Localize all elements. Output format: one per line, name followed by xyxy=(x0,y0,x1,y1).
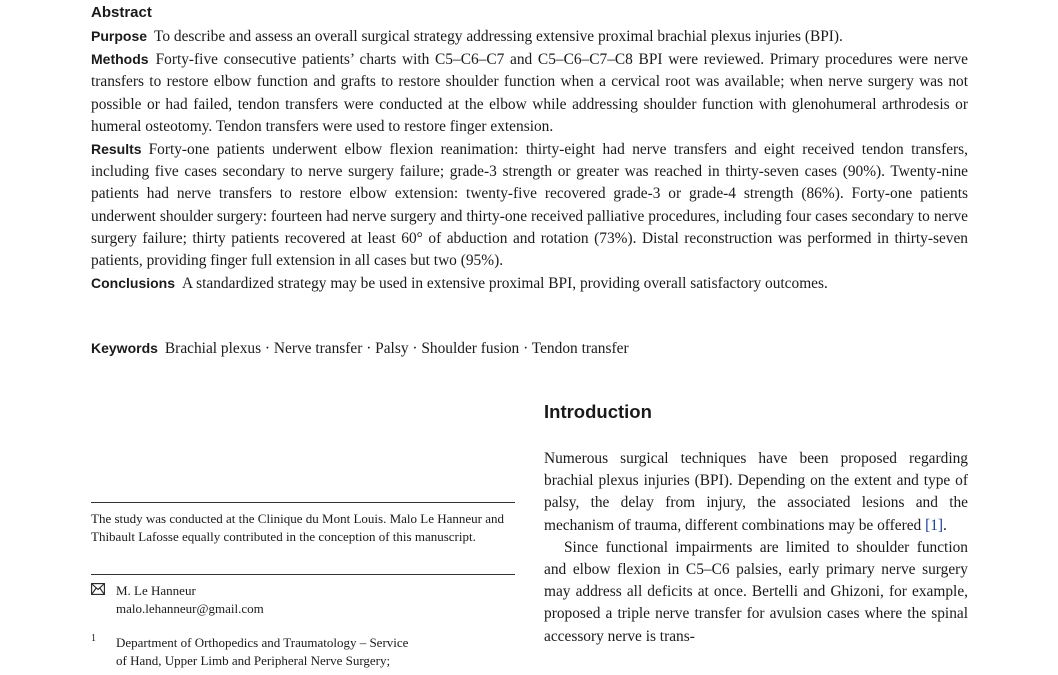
introduction-body xyxy=(544,448,968,648)
affiliation xyxy=(91,634,515,670)
keywords xyxy=(91,337,968,360)
purpose-text: To describe and assess an overall surgical strategy addressing extensive proximal brachial plexus injuries (BPI). xyxy=(154,28,843,45)
conclusions-text: A standardized strategy may be used in extensive proximal BPI, providing overall satisfactory outcomes. xyxy=(182,275,828,293)
footnote-divider xyxy=(91,502,515,503)
citation-link[interactable]: [1] xyxy=(925,516,944,534)
results-label: Results xyxy=(91,141,142,158)
footnote: The study was conducted at the Clinique du Mont Louis. Malo Le Hanneur and Thibault Lafosse equally contributed in the conception of this manuscript. xyxy=(91,511,505,544)
correspondence-email[interactable]: malo.lehanneur@gmail.com xyxy=(116,601,264,616)
correspondence-divider xyxy=(91,574,515,575)
keywords-label: Keywords xyxy=(91,340,158,356)
abstract-results xyxy=(91,138,968,272)
methods-text: Forty-five consecutive patients’ charts with C5–C6–C7 and C5–C6–C7–C8 BPI were reviewed. Primary procedures were nerve transfers to restore elbow function and grafts to restore shoulder function when a cervical root was available; when nerve surgery was not possible or had failed, tendon transfers were conducted at the elbow while addressing shoulder function with glenohumeral arthrodesis or humeral osteotomy. Tendon transfers were used to restore finger extension. xyxy=(91,51,968,135)
introduction-paragraph-1 xyxy=(544,448,968,537)
keywords-text: Brachial plexus · Nerve transfer · Palsy · Shoulder fusion · Tendon transfer xyxy=(164,340,629,357)
conclusions-label: Conclusions xyxy=(91,275,176,292)
abstract-conclusions xyxy=(91,272,968,295)
introduction-paragraph-2: Since functional impairments are limited to shoulder function and elbow flexion in C5–C6 palsies, early primary nerve surgery may address all deficits at once. Bertelli and Ghizoni, for example, proposed a triple nerve transfer for avulsion cases where the spinal accessory nerve is trans- xyxy=(544,538,968,645)
correspondence xyxy=(91,582,515,618)
envelope-icon xyxy=(91,583,105,595)
abstract-heading: Abstract xyxy=(91,4,152,21)
affiliation-number: 1 xyxy=(91,633,96,644)
intro-p1-end: . xyxy=(943,516,947,534)
methods-label: Methods xyxy=(91,51,149,68)
results-text: Forty-one patients underwent elbow flexion reanimation: thirty-eight had nerve transfers and eight received tendon transfers, including five cases secondary to nerve surgery failure; grade-3 strength or greater was reached in thirty-seven cases (90%). Twenty-nine patients had nerve transfers to restore elbow extension: twenty-five recovered grade-3 or grade-4 strength (86%). Forty-one patients underwent shoulder surgery: fourteen had nerve surgery and thirty-one received palliative procedures, including four cases secondary to nerve surgery failure; thirty patients recovered at least 60° of abduction and rotation (73%). Distal reconstruction was performed in thirty-seven patients, providing finger full extension in all cases but two (95%). xyxy=(91,141,968,270)
abstract-methods xyxy=(91,48,968,138)
introduction-heading: Introduction xyxy=(544,401,652,422)
abstract-purpose xyxy=(91,25,968,48)
affiliation-line-1: Department of Orthopedics and Traumatology – Service xyxy=(116,635,409,650)
intro-p1-text: Numerous surgical techniques have been proposed regarding brachial plexus injuries (BPI). Depending on the extent and type of palsy, the delay from injury, the associated lesions and the mechanism of trauma, different combinations may be offered xyxy=(544,450,968,534)
abstract-body xyxy=(91,25,968,295)
affiliation-line-2: of Hand, Upper Limb and Peripheral Nerve Surgery; xyxy=(116,653,391,668)
purpose-label: Purpose xyxy=(91,28,148,44)
correspondence-name: M. Le Hanneur xyxy=(116,583,196,598)
